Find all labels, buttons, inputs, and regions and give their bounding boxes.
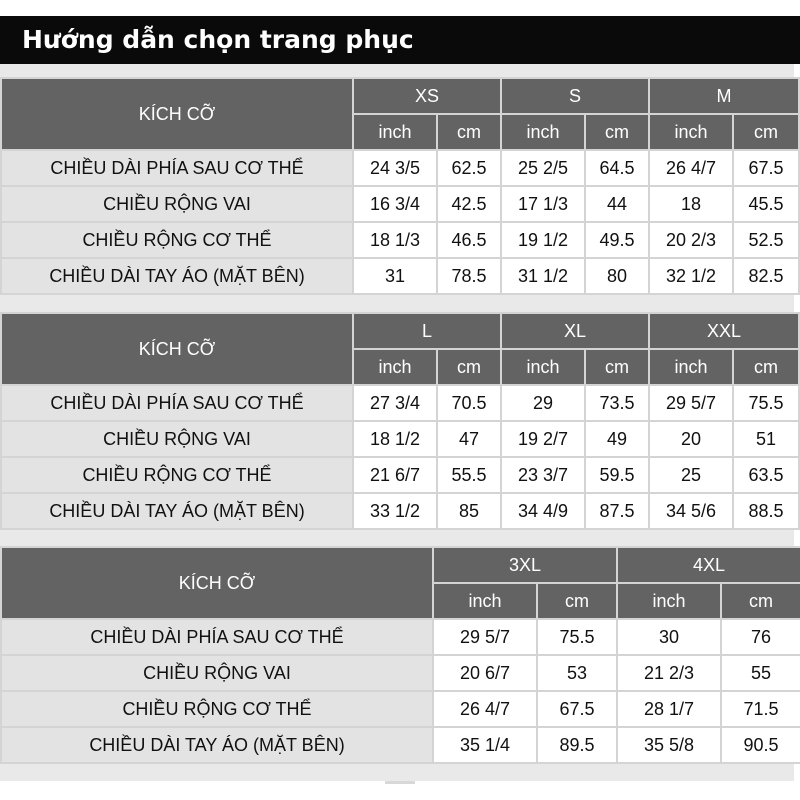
unit-header-inch: inch xyxy=(649,114,733,150)
value-cm: 49.5 xyxy=(585,222,649,258)
value-inch: 31 1/2 xyxy=(501,258,585,294)
size-column-header: KÍCH CỠ xyxy=(1,313,353,385)
size-column-header: KÍCH CỠ xyxy=(1,78,353,150)
value-cm: 44 xyxy=(585,186,649,222)
measurement-label: CHIỀU DÀI TAY ÁO (MẶT BÊN) xyxy=(1,493,353,529)
unit-header-cm: cm xyxy=(437,349,501,385)
table-row xyxy=(1,619,800,655)
value-inch: 26 4/7 xyxy=(649,150,733,186)
scroll-indicator xyxy=(385,781,415,784)
value-inch: 35 1/4 xyxy=(433,727,537,763)
value-inch: 28 1/7 xyxy=(617,691,721,727)
value-inch: 25 2/5 xyxy=(501,150,585,186)
value-inch: 18 xyxy=(649,186,733,222)
size-column-header: KÍCH CỠ xyxy=(1,547,433,619)
measurement-label: CHIỀU DÀI TAY ÁO (MẶT BÊN) xyxy=(1,727,433,763)
value-cm: 87.5 xyxy=(585,493,649,529)
table-row xyxy=(1,385,799,421)
value-inch: 33 1/2 xyxy=(353,493,437,529)
value-inch: 16 3/4 xyxy=(353,186,437,222)
value-inch: 32 1/2 xyxy=(649,258,733,294)
value-inch: 20 xyxy=(649,421,733,457)
value-cm: 55.5 xyxy=(437,457,501,493)
measurement-label: CHIỀU RỘNG VAI xyxy=(1,655,433,691)
unit-header-inch: inch xyxy=(501,349,585,385)
value-inch: 27 3/4 xyxy=(353,385,437,421)
value-inch: 26 4/7 xyxy=(433,691,537,727)
measurement-label: CHIỀU RỘNG CƠ THỂ xyxy=(1,457,353,493)
value-cm: 46.5 xyxy=(437,222,501,258)
value-cm: 88.5 xyxy=(733,493,799,529)
size-name-header: XL xyxy=(501,313,649,349)
value-cm: 78.5 xyxy=(437,258,501,294)
unit-header-cm: cm xyxy=(721,583,800,619)
header-row-sizes xyxy=(1,78,799,114)
unit-header-cm: cm xyxy=(585,349,649,385)
value-cm: 63.5 xyxy=(733,457,799,493)
value-cm: 70.5 xyxy=(437,385,501,421)
measurement-label: CHIỀU DÀI TAY ÁO (MẶT BÊN) xyxy=(1,258,353,294)
unit-header-inch: inch xyxy=(353,349,437,385)
value-inch: 23 3/7 xyxy=(501,457,585,493)
unit-header-inch: inch xyxy=(649,349,733,385)
value-cm: 47 xyxy=(437,421,501,457)
size-name-header: L xyxy=(353,313,501,349)
table-row xyxy=(1,691,800,727)
value-inch: 18 1/2 xyxy=(353,421,437,457)
value-cm: 76 xyxy=(721,619,800,655)
measurement-label: CHIỀU RỘNG CƠ THỂ xyxy=(1,691,433,727)
value-cm: 89.5 xyxy=(537,727,617,763)
value-inch: 30 xyxy=(617,619,721,655)
value-cm: 67.5 xyxy=(537,691,617,727)
unit-header-cm: cm xyxy=(437,114,501,150)
value-inch: 20 2/3 xyxy=(649,222,733,258)
unit-header-cm: cm xyxy=(733,349,799,385)
value-cm: 53 xyxy=(537,655,617,691)
size-name-header: XS xyxy=(353,78,501,114)
value-inch: 29 xyxy=(501,385,585,421)
page-title: Hướng dẫn chọn trang phục xyxy=(0,16,800,64)
table-row xyxy=(1,258,799,294)
value-inch: 24 3/5 xyxy=(353,150,437,186)
value-cm: 42.5 xyxy=(437,186,501,222)
value-cm: 62.5 xyxy=(437,150,501,186)
unit-header-cm: cm xyxy=(537,583,617,619)
unit-header-inch: inch xyxy=(501,114,585,150)
unit-header-cm: cm xyxy=(733,114,799,150)
size-name-header: 4XL xyxy=(617,547,800,583)
top-strip xyxy=(0,0,800,16)
table-row xyxy=(1,457,799,493)
value-cm: 64.5 xyxy=(585,150,649,186)
table-row xyxy=(1,222,799,258)
value-cm: 73.5 xyxy=(585,385,649,421)
value-cm: 55 xyxy=(721,655,800,691)
value-inch: 19 2/7 xyxy=(501,421,585,457)
measurement-label: CHIỀU RỘNG VAI xyxy=(1,421,353,457)
header-row-sizes xyxy=(1,313,799,349)
size-name-header: S xyxy=(501,78,649,114)
value-cm: 71.5 xyxy=(721,691,800,727)
value-cm: 51 xyxy=(733,421,799,457)
value-cm: 90.5 xyxy=(721,727,800,763)
value-cm: 80 xyxy=(585,258,649,294)
size-table-xs-s-m xyxy=(0,77,800,295)
unit-header-inch: inch xyxy=(353,114,437,150)
header-row-sizes xyxy=(1,547,800,583)
value-inch: 17 1/3 xyxy=(501,186,585,222)
measurement-label: CHIỀU DÀI PHÍA SAU CƠ THỂ xyxy=(1,385,353,421)
value-cm: 75.5 xyxy=(733,385,799,421)
value-inch: 29 5/7 xyxy=(649,385,733,421)
value-inch: 35 5/8 xyxy=(617,727,721,763)
value-inch: 34 5/6 xyxy=(649,493,733,529)
value-inch: 19 1/2 xyxy=(501,222,585,258)
value-inch: 20 6/7 xyxy=(433,655,537,691)
value-cm: 82.5 xyxy=(733,258,799,294)
table-row xyxy=(1,186,799,222)
table-row xyxy=(1,421,799,457)
measurement-label: CHIỀU DÀI PHÍA SAU CƠ THỂ xyxy=(1,150,353,186)
value-inch: 29 5/7 xyxy=(433,619,537,655)
size-table-l-xl-xxl xyxy=(0,312,800,530)
value-cm: 67.5 xyxy=(733,150,799,186)
value-cm: 52.5 xyxy=(733,222,799,258)
value-inch: 18 1/3 xyxy=(353,222,437,258)
size-name-header: M xyxy=(649,78,799,114)
measurement-label: CHIỀU DÀI PHÍA SAU CƠ THỂ xyxy=(1,619,433,655)
table-row xyxy=(1,655,800,691)
value-cm: 85 xyxy=(437,493,501,529)
measurement-label: CHIỀU RỘNG CƠ THỂ xyxy=(1,222,353,258)
unit-header-inch: inch xyxy=(433,583,537,619)
value-inch: 31 xyxy=(353,258,437,294)
size-name-header: 3XL xyxy=(433,547,617,583)
table-row xyxy=(1,150,799,186)
table-row xyxy=(1,727,800,763)
value-cm: 49 xyxy=(585,421,649,457)
value-inch: 25 xyxy=(649,457,733,493)
unit-header-cm: cm xyxy=(585,114,649,150)
size-name-header: XXL xyxy=(649,313,799,349)
size-table-3xl-4xl xyxy=(0,546,800,764)
table-row xyxy=(1,493,799,529)
value-inch: 21 6/7 xyxy=(353,457,437,493)
value-cm: 45.5 xyxy=(733,186,799,222)
value-cm: 75.5 xyxy=(537,619,617,655)
measurement-label: CHIỀU RỘNG VAI xyxy=(1,186,353,222)
unit-header-inch: inch xyxy=(617,583,721,619)
value-inch: 21 2/3 xyxy=(617,655,721,691)
value-cm: 59.5 xyxy=(585,457,649,493)
value-inch: 34 4/9 xyxy=(501,493,585,529)
